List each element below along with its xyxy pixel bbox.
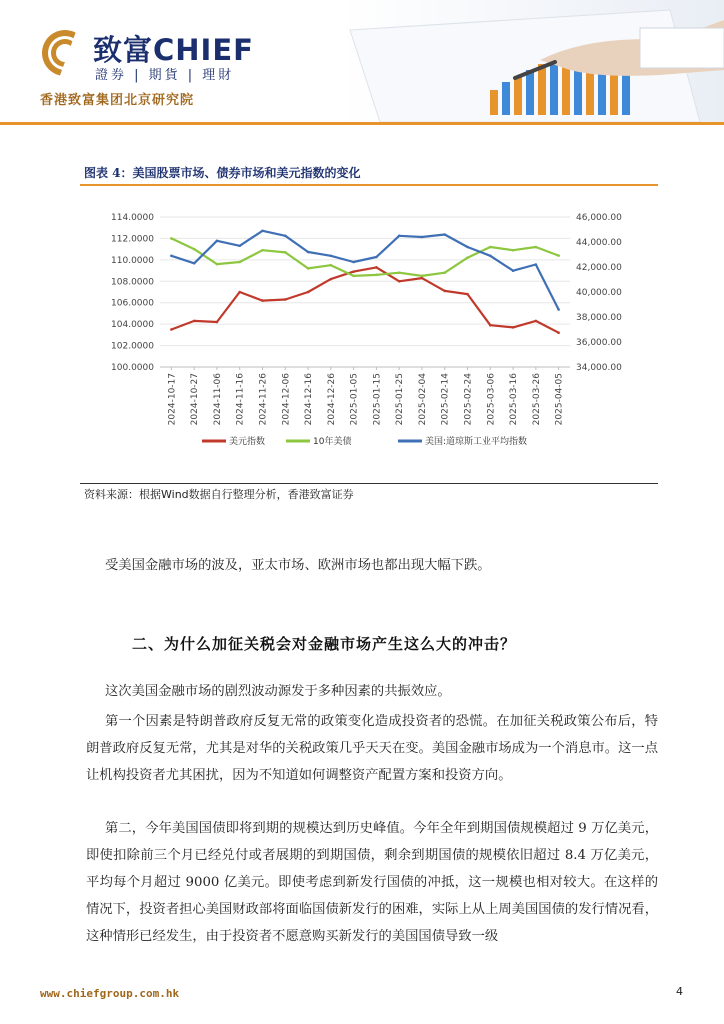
series-3-point [284, 234, 287, 237]
legend-label-3: 美国:道琼斯工业平均指数 [425, 437, 528, 447]
page-number: 4 [676, 985, 683, 998]
series-1-point [512, 326, 515, 329]
x-axis-tick-label: 2025-04-05 [554, 373, 565, 426]
left-axis-tick-label: 100.0000 [111, 363, 154, 373]
series-3-point [512, 269, 515, 272]
section-heading: 二、为什么加征关税会对金融市场产生这么大的冲击？ [132, 635, 517, 653]
series-2-point [535, 246, 538, 249]
left-axis-tick-label: 108.0000 [111, 277, 154, 288]
right-axis-ticks [576, 213, 622, 373]
left-axis-tick-label: 114.0000 [111, 213, 154, 223]
x-axis-tick-label: 2024-11-16 [235, 373, 246, 426]
left-axis-tick-label: 110.0000 [111, 255, 154, 266]
legend-label-1: 美元指数 [229, 437, 266, 447]
left-axis-tick-label: 104.0000 [111, 320, 154, 331]
x-axis-tick-label: 2024-10-27 [190, 373, 201, 426]
x-axis-tick-label: 2024-12-06 [281, 373, 292, 426]
x-axis-tick-label: 2025-01-15 [372, 373, 383, 426]
legend-label-2: 10年美债 [313, 437, 352, 447]
series-1-point [330, 278, 333, 281]
figure-title: 图表 4：美国股票市场、债券市场和美元指数的变化 [84, 166, 361, 180]
series-2-point [375, 274, 378, 277]
header-divider [0, 122, 724, 125]
x-axis-tick-label: 2024-11-26 [258, 373, 269, 426]
right-axis-tick-label: 38,000.00 [576, 313, 622, 323]
left-axis-tick-label: 112.0000 [111, 234, 154, 245]
series-2-point [261, 249, 264, 252]
series-3-point [375, 256, 378, 259]
series-3-point [443, 233, 446, 236]
series-3-point [398, 234, 401, 237]
series-3-point [261, 229, 264, 232]
right-axis-tick-label: 40,000.00 [576, 288, 622, 298]
series-2-point [193, 248, 196, 251]
series-3-point [557, 308, 560, 311]
series-1-point [398, 280, 401, 283]
x-axis-tick-label: 2025-02-14 [440, 373, 451, 426]
series-2-point [557, 254, 560, 257]
series-3-point [535, 263, 538, 266]
series-1-point [443, 290, 446, 293]
series-1-point [535, 320, 538, 323]
x-axis-tick-label: 2025-01-25 [395, 373, 406, 426]
series-1-point [193, 320, 196, 323]
series-2-point [398, 271, 401, 274]
x-axis-tick-label: 2025-03-06 [486, 373, 497, 426]
paragraph-3: 第一个因素是特朗普政府反复无常的政策变化造成投资者的恐慌。在加征关税政策公布后，特朗普政府反复无常，尤其是对华的关税政策几乎天天在变。美国金融市场成为一个消息市。这一点让机构投资者尤其困扰，因为不知道如何调整资产配置方案和投资方向。 [86, 714, 658, 783]
series-3-point [421, 236, 424, 239]
series-3-point [238, 244, 241, 247]
series-1-point [307, 291, 310, 294]
right-axis-tick-label: 42,000.00 [576, 263, 622, 273]
header-banner-image [340, 0, 724, 122]
series-2-point [330, 264, 333, 267]
paragraph-2: 这次美国金融市场的剧烈波动源发于多种因素的共振效应。 [105, 684, 451, 699]
series-3-point [330, 254, 333, 257]
x-axis-tick-label: 2025-01-05 [349, 373, 360, 426]
series-2-point [216, 263, 219, 266]
page-header [0, 0, 724, 132]
line-chart [80, 195, 658, 480]
series-3-point [466, 246, 469, 249]
x-axis-tick-label: 2025-02-24 [463, 373, 474, 426]
series-2-point [421, 275, 424, 278]
logo [40, 26, 280, 86]
series-1-point [216, 321, 219, 324]
series-2-point [466, 256, 469, 259]
x-axis-tick-label: 2025-03-26 [531, 373, 542, 426]
chart-legend [202, 435, 527, 447]
series-1-point [261, 299, 264, 302]
series-2-point [238, 261, 241, 264]
source-divider [80, 483, 658, 484]
series-1-point [352, 270, 355, 273]
footer-website-link[interactable]: www.chiefgroup.com.hk [40, 987, 180, 1000]
x-axis-tick-label: 2024-10-17 [167, 373, 178, 426]
x-axis-tick-label: 2024-12-26 [326, 373, 337, 426]
x-axis-tick-label: 2025-03-16 [509, 373, 520, 426]
x-axis-tick-label: 2025-02-04 [417, 373, 428, 426]
series-3-point [307, 251, 310, 254]
right-axis-tick-label: 36,000.00 [576, 338, 622, 348]
series-2-point [170, 237, 173, 240]
figure-source: 资料来源：根据Wind数据自行整理分析，香港致富证券 [84, 488, 354, 501]
series-1-point [170, 328, 173, 331]
left-axis-ticks [111, 213, 154, 373]
series-1-point [489, 324, 492, 327]
series-3-point [352, 261, 355, 264]
x-axis-ticks [167, 367, 564, 425]
series-3-point [216, 239, 219, 242]
series-1-point [284, 298, 287, 301]
series-2-point [443, 271, 446, 274]
series-line-1 [171, 267, 558, 332]
logo-subtitle: 證券 | 期貨 | 理財 [95, 68, 235, 83]
series-2-point [284, 251, 287, 254]
x-axis-tick-label: 2024-11-06 [212, 373, 223, 426]
logo-emblem-icon [40, 28, 90, 78]
logo-name: 致富CHIEF [93, 33, 254, 67]
series-3-point [170, 254, 173, 257]
x-axis-tick-label: 2024-12-16 [304, 373, 315, 426]
left-axis-tick-label: 106.0000 [111, 298, 154, 309]
series-2-point [352, 275, 355, 278]
series-1-point [375, 266, 378, 269]
series-2-point [489, 246, 492, 249]
paragraph-1: 受美国金融市场的波及，亚太市场、欧洲市场也都出现大幅下跌。 [105, 558, 491, 573]
series-1-point [466, 293, 469, 296]
series-3-point [193, 262, 196, 265]
right-axis-tick-label: 44,000.00 [576, 238, 622, 248]
right-axis-tick-label: 34,000.00 [576, 363, 622, 373]
left-axis-tick-label: 102.0000 [111, 341, 154, 352]
paragraph-4: 第二，今年美国国债即将到期的规模达到历史峰值。今年全年到期国债规模超过 9 万亿美元，即使扣除前三个月已经兑付或者展期的到期国债，剩余到期国债的规模依旧超过 8.4 万亿美元，平均每个月超过 9000 亿美元。即使考虑到新发行国债的冲抵，这一规模也相对较大。在这样的情况下，投资者担心美国财政部将面临国债新发行的困难，实际上从上周美国国债的发行情况看，这种情形已经发生，由于投资者不愿意购买新发行的美国国债导致一级 [86, 821, 658, 944]
figure-title-divider [80, 184, 658, 186]
series-1-point [238, 291, 241, 294]
series-1-point [557, 331, 560, 334]
series-2-point [512, 249, 515, 252]
series-3-point [489, 254, 492, 257]
institute-name: 香港致富集团北京研究院 [40, 93, 195, 108]
right-axis-tick-label: 46,000.00 [576, 213, 622, 223]
series-2-point [307, 267, 310, 270]
chart-gridlines [160, 217, 570, 367]
